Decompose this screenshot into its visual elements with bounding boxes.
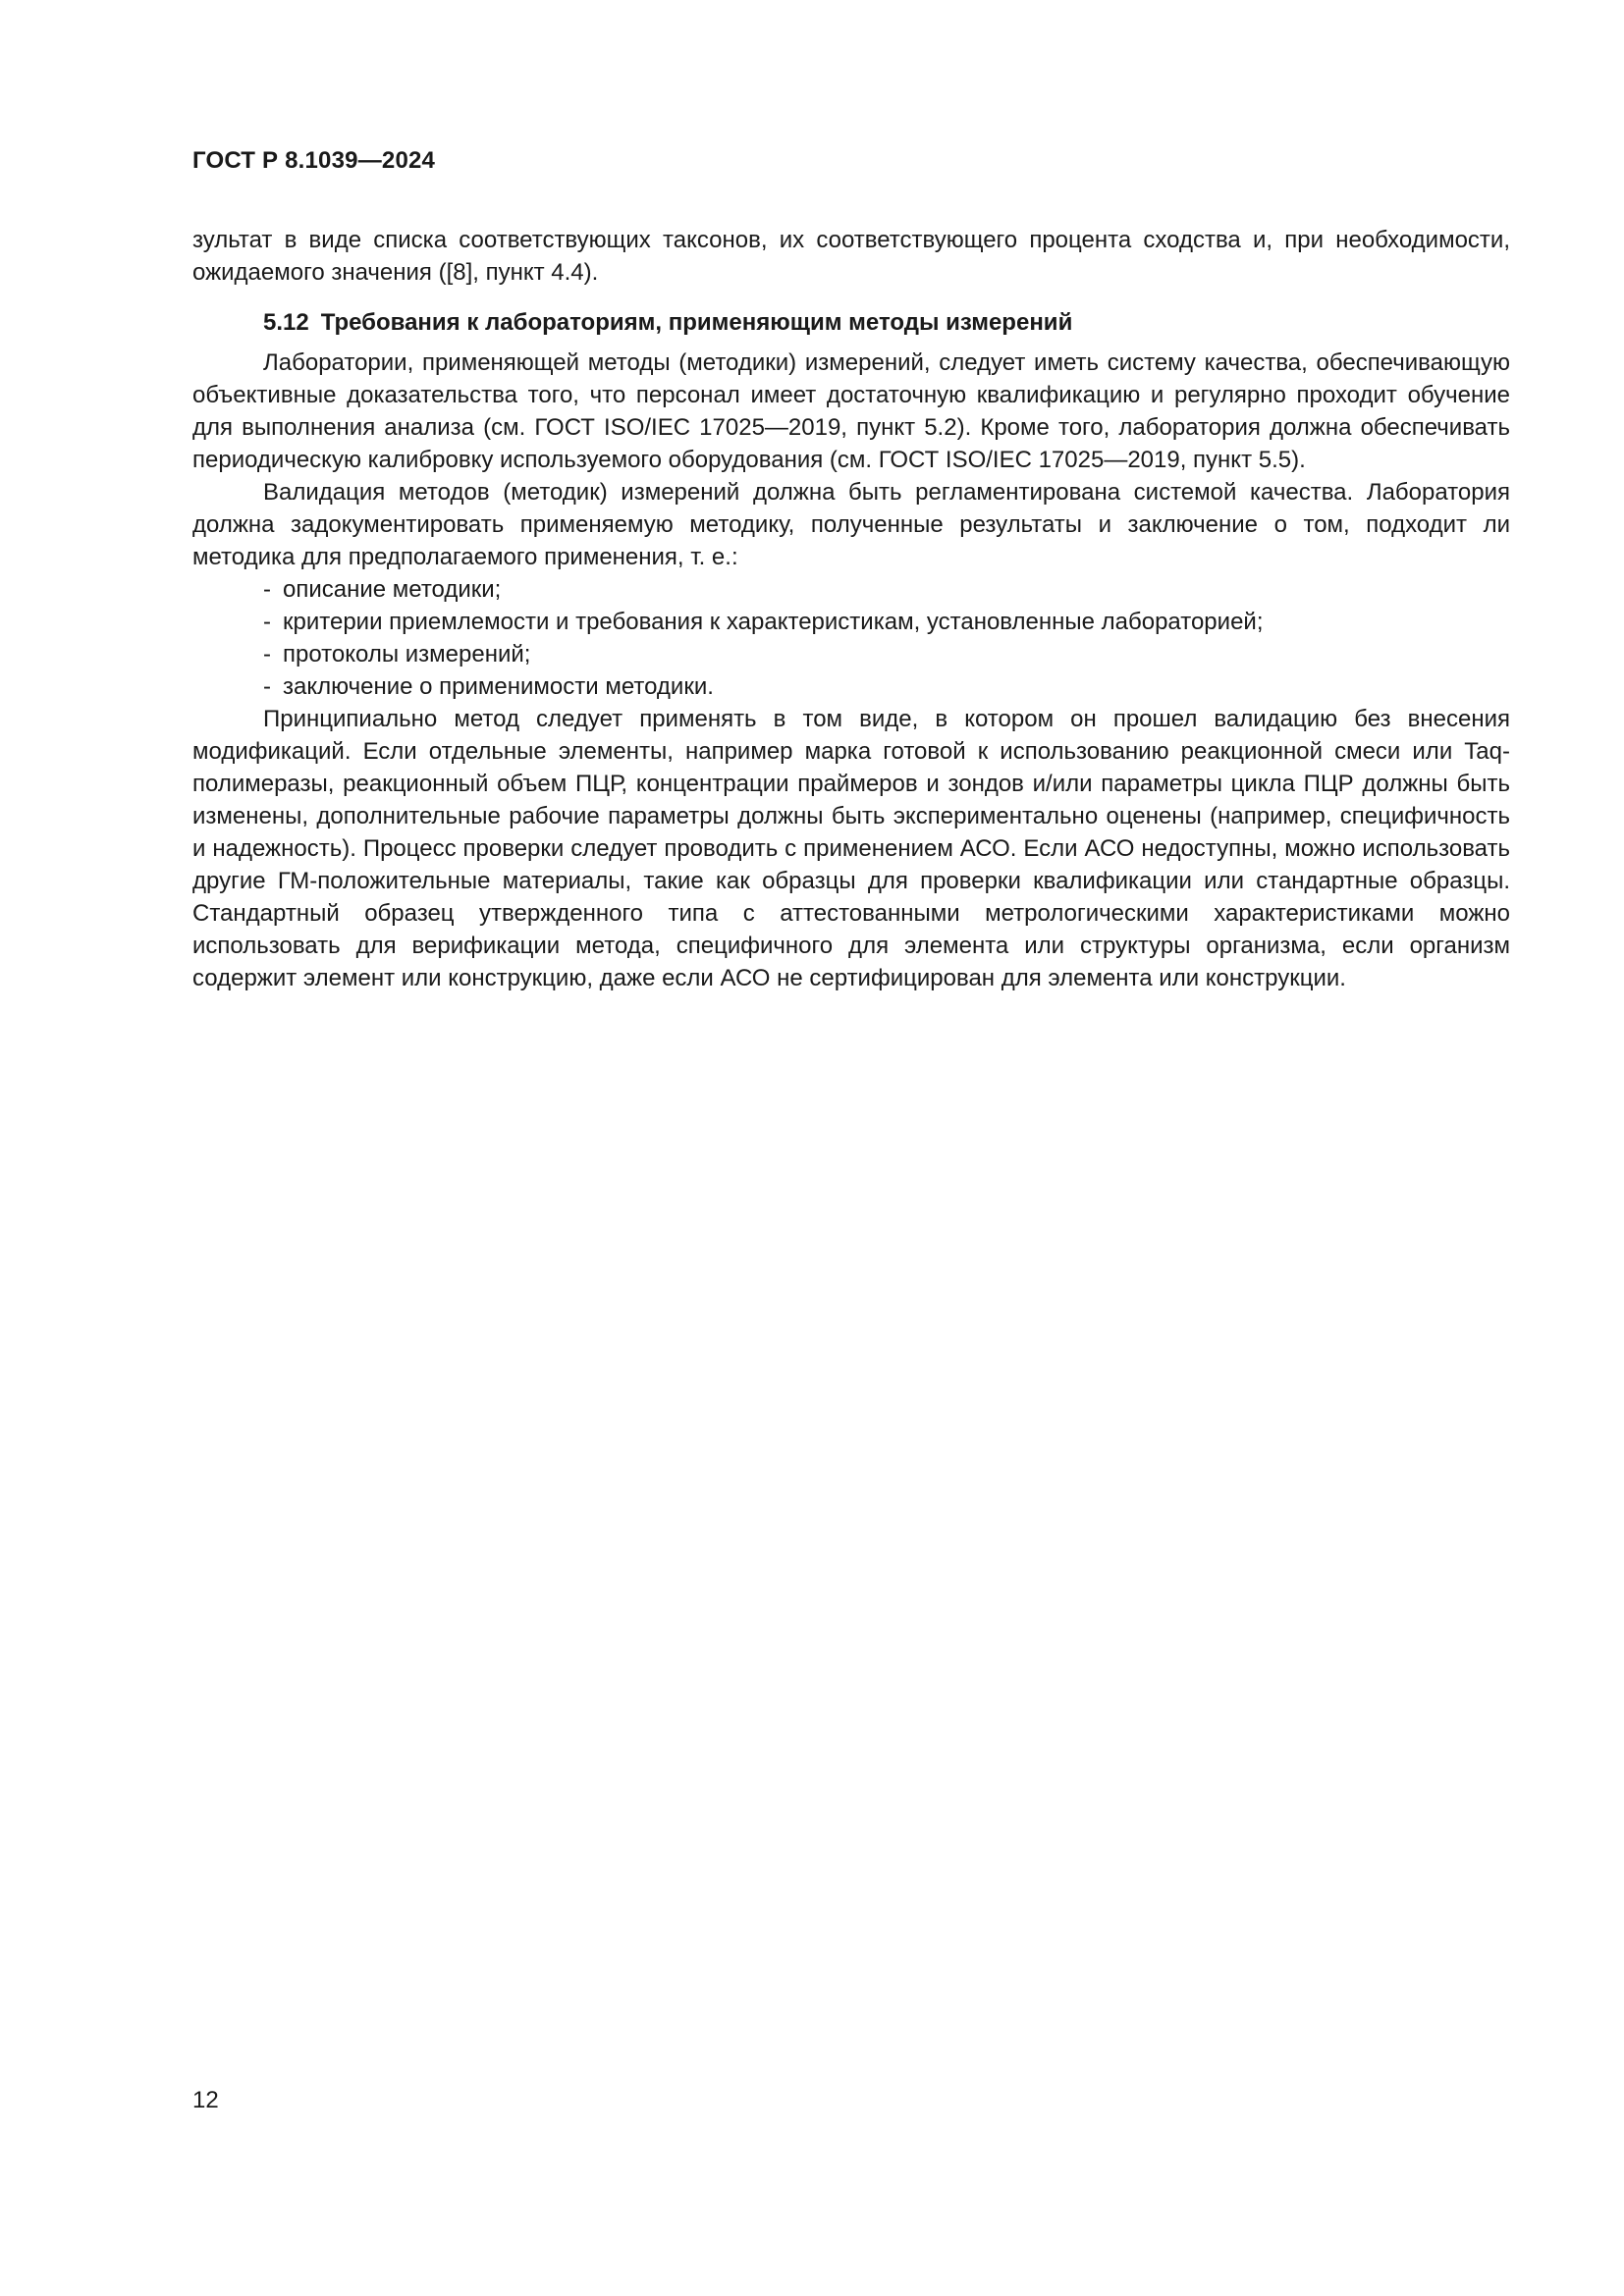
list-dash: -: [263, 641, 271, 667]
continuation-paragraph: зультат в виде списка соответствующих таксонов, их соответствующего процента сходства и, при необходимости, ожидаемого значения ([8], пункт 4.4).: [192, 227, 1510, 286]
requirements-list: [192, 573, 1510, 703]
section-heading: [192, 306, 1510, 339]
list-dash: -: [263, 576, 271, 603]
list-item: - описание методики;: [263, 573, 1510, 606]
list-dash: -: [263, 609, 271, 635]
list-item: - критерии приемлемости и требования к характеристикам, установленные лабораторией;: [263, 606, 1510, 638]
list-item: - заключение о применимости методики.: [263, 670, 1510, 703]
document-body: [192, 224, 1510, 994]
paragraph-quality-system: Лаборатории, применяющей методы (методики) измерений, следует иметь систему качества, обеспечивающую объективные доказательства того, что персонал имеет достаточную квалификацию и регулярно проходит обучение для выполнения анализа (см. ГОСТ ISO/IEC 17025—2019, пункт 5.2). Кроме того, лаборатория должна обеспечивать периодическую калибровку используемого оборудования (см. ГОСТ ISO/IEC 17025—2019, пункт 5.5).: [192, 349, 1510, 473]
section-number: 5.12: [263, 309, 309, 336]
paragraph-method-application: Принципиально метод следует применять в том виде, в котором он прошел валидацию без внесения модификаций. Если отдельные элементы, например марка готовой к использованию реакционной смеси или Taq-полимеразы, реакционный объем ПЦР, концентрации праймеров и зондов и/или параметры цикла ПЦР должны быть изменены, дополнительные рабочие параметры должны быть экспериментально оценены (например, специфичность и надежность). Процесс проверки следует проводить с применением АСО. Если АСО недоступны, можно использовать другие ГМ-положительные материалы, такие как образцы для проверки квалификации или стандартные образцы. Стандартный образец утвержденного типа с аттестованными метрологическими характеристиками можно использовать для верификации метода, специфичного для элемента или структуры организма, если организм содержит элемент или конструкцию, даже если АСО не сертифицирован для элемента или конструкции.: [192, 706, 1510, 991]
page-number: 12: [192, 2087, 219, 2113]
paragraph-validation: Валидация методов (методик) измерений должна быть регламентирована системой качества. Лаборатория должна задокументировать применяемую методику, полученные результаты и заключение о том, подходит ли методика для предполагаемого применения, т. е.:: [192, 479, 1510, 570]
document-header: ГОСТ Р 8.1039—2024: [192, 147, 436, 174]
section-title: Требования к лабораториям, применяющим методы измерений: [320, 309, 1073, 336]
list-dash: -: [263, 673, 271, 700]
list-item: - протоколы измерений;: [263, 638, 1510, 670]
